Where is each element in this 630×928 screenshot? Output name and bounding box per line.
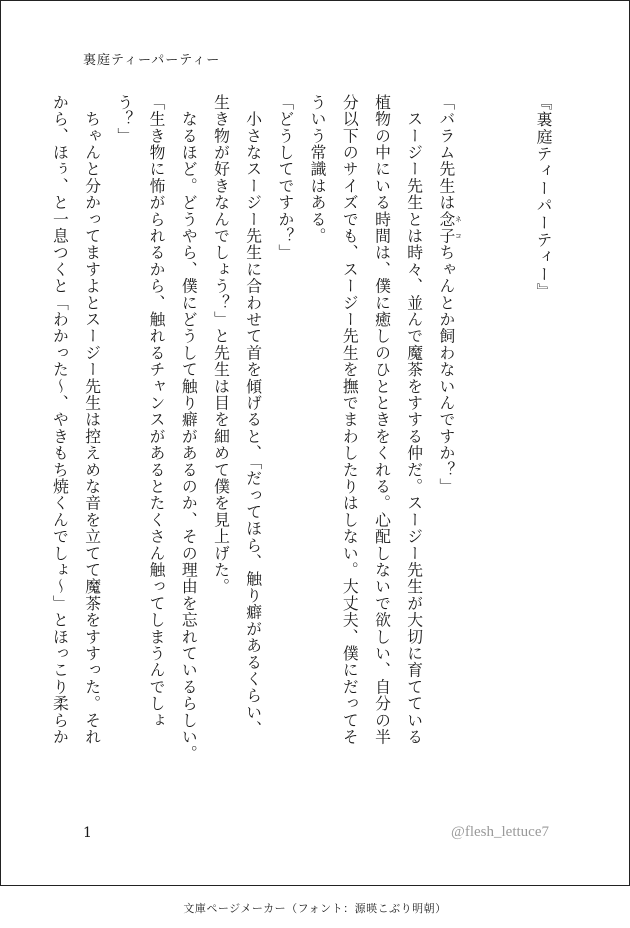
text-line: スージー先生とは時々、並んで魔茶をすする仲だ。スージー先生が大切に育てている [404, 94, 424, 746]
story-title: 『裏庭ティーパーティー』 [534, 94, 553, 301]
text-line: 小さなスージー先生に合わせて首を傾げると、「だってほら、触り癖があるくらい、 [243, 94, 263, 738]
text-line: 植物の中にいる時間は、僕に癒しのひとときをくれる。心配しないで欲しい、自分の半 [372, 94, 392, 746]
text-line: 「バラム先生は念子ネコちゃんとか飼わないんですか？」 [436, 94, 463, 495]
text-line: から、ほぅ、と一息つくと「わかった〜、やきもち焼くんでしょ〜」とほっこり柔らか [50, 94, 70, 746]
text-line: 「生き物に怖がられるから、触れるチャンスがあるとたくさん触ってしまうんでしょ [147, 94, 167, 729]
generator-caption: 文庫ページメーカー（フォント：源暎こぶり明朝） [183, 902, 447, 915]
text-line: なるほど。どうやら、僕にどうして触り癖があるのか、その理由を忘れているらしい。 [179, 94, 199, 762]
text-line: ういう常識はある。 [308, 94, 328, 245]
vertical-body-text [50, 94, 559, 784]
author-credit: @flesh_lettuce7 [451, 824, 549, 840]
text-line: 生き物が好きなんでしょう？」と先生は目を細めて僕を見上げた。 [211, 94, 231, 595]
blank-line [495, 94, 527, 784]
running-header: 裏庭ティーパーティー [83, 53, 221, 68]
ruby-annotation: 念子ネコ [436, 210, 463, 245]
blank-line [462, 94, 494, 784]
text-line: う？」 [114, 94, 134, 145]
text-line: 分以下のサイズでも、スージー先生を撫でまわしたりはしない。大丈夫、僕にだってそ [340, 94, 360, 746]
page-number: 1 [83, 825, 92, 841]
text-line: ちゃんと分かってますよとスージー先生は控えめな音を立てて魔茶をすすった。それ [82, 94, 102, 746]
text-line: 「どうしてですか？」 [275, 94, 295, 261]
